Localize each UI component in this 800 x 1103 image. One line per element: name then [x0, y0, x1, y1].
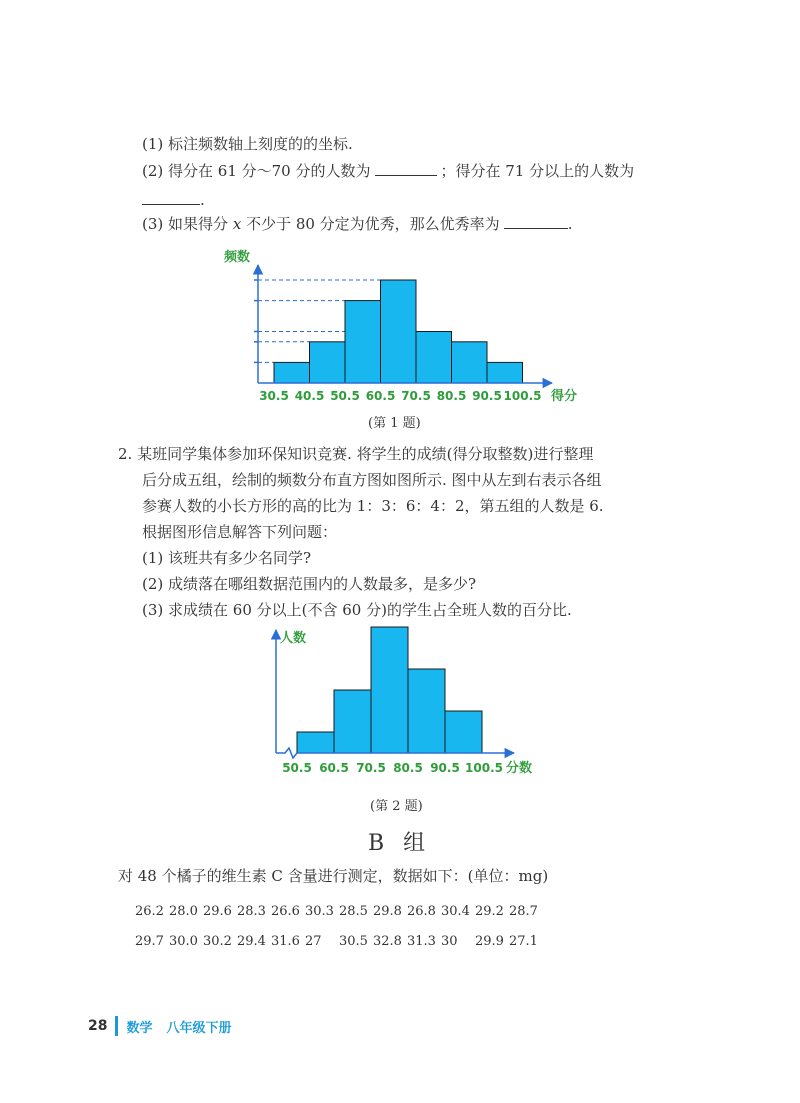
- data-value: 29.2: [475, 904, 504, 919]
- q2-line-2: 后分成五组，绘制的频数分布直方图如图所示. 图中从左到右表示各组: [142, 471, 602, 489]
- q2-caption: (第 2 题): [370, 799, 423, 814]
- x-axis-label: 分数: [506, 761, 533, 776]
- q1-item-3: [142, 214, 572, 234]
- x-tick-label: 80.5: [436, 389, 467, 403]
- answer-blank: [142, 190, 200, 205]
- x-tick-label: 30.5: [259, 389, 289, 403]
- q2-line-1: 2. 某班同学集体参加环保知识竞赛. 将学生的成绩(得分取整数)进行整理: [118, 445, 594, 463]
- data-value: 30.2: [203, 934, 232, 949]
- x-tick-label: 70.5: [401, 389, 431, 403]
- q2-item-2: (2) 成绩落在哪组数据范围内的人数最多，是多少?: [142, 575, 477, 593]
- data-value: 30: [441, 934, 458, 949]
- data-value: 27: [305, 934, 322, 949]
- q1-item-3-text-b: 不少于 80 分定为优秀，那么优秀率为: [246, 215, 500, 233]
- y-axis-label: 人数: [280, 631, 307, 646]
- answer-blank: [375, 161, 437, 176]
- q1-item-2-continued: [142, 190, 205, 210]
- q1-item-2-text-b: ；得分在 71 分以上的人数为: [440, 162, 635, 180]
- histogram-bar: [452, 342, 488, 383]
- page-footer: [88, 1015, 232, 1037]
- x-tick-label: 70.5: [356, 761, 386, 775]
- histogram-bar: [408, 669, 445, 753]
- q1-caption: (第 1 题): [368, 416, 421, 431]
- data-value: 30.0: [169, 934, 198, 949]
- data-value: 30.5: [339, 934, 368, 949]
- histogram-chart-2: [262, 622, 562, 782]
- data-value: 32.8: [373, 934, 402, 949]
- x-tick-label: 80.5: [393, 761, 423, 775]
- q2-line-4: 根据图形信息解答下列问题：: [142, 523, 338, 541]
- histogram-bar: [310, 342, 346, 383]
- x-tick-label: 50.5: [330, 389, 360, 403]
- histogram-bar: [345, 301, 381, 383]
- data-value: 29.8: [373, 904, 402, 919]
- q2-item-3: (3) 求成绩在 60 分以上(不含 60 分)的学生占全班人数的百分比.: [142, 601, 572, 619]
- y-axis-label: 频数: [224, 250, 251, 265]
- data-value: 28.3: [237, 904, 266, 919]
- data-value: 28.7: [509, 904, 538, 919]
- data-value: 30.3: [305, 904, 334, 919]
- histogram-bar: [487, 362, 523, 383]
- x-tick-label: 40.5: [294, 389, 325, 403]
- histogram-bar: [334, 690, 371, 753]
- answer-blank: [504, 214, 568, 229]
- x-tick-label: 60.5: [365, 389, 396, 403]
- q1-item-2-end: .: [200, 191, 205, 209]
- histogram-bar: [445, 711, 482, 753]
- data-value: 29.9: [475, 934, 504, 949]
- data-value: 29.4: [237, 934, 266, 949]
- histogram-bar: [416, 332, 452, 384]
- axis-break-mark: [276, 748, 297, 758]
- q2-item-1: (1) 该班共有多少名同学?: [142, 549, 312, 567]
- data-value: 30.4: [441, 904, 470, 919]
- q1-item-2-text-a: (2) 得分在 61 分～70 分的人数为: [142, 162, 371, 180]
- data-row-1: [135, 904, 543, 919]
- footer-divider: [115, 1016, 118, 1036]
- q1-item-2: [142, 161, 634, 181]
- x-tick-label: 60.5: [319, 761, 349, 775]
- data-value: 31.6: [271, 934, 300, 949]
- section-b-intro: 对 48 个橘子的维生素 C 含量进行测定，数据如下：(单位：mg): [118, 867, 549, 885]
- data-row-2: [135, 934, 543, 949]
- x-tick-label: 90.5: [430, 761, 460, 775]
- page-number: 28: [88, 1018, 108, 1034]
- q1-item-3-text-a: (3) 如果得分: [142, 215, 229, 233]
- histogram-bar: [381, 280, 417, 383]
- book-subject: 数学: [126, 1020, 153, 1036]
- histogram-bar: [371, 627, 408, 753]
- data-value: 28.5: [339, 904, 368, 919]
- q1-item-1: (1) 标注频数轴上刻度的的坐标.: [142, 135, 353, 153]
- data-value: 27.1: [509, 934, 538, 949]
- histogram-bar: [297, 732, 334, 753]
- q1-item-3-end: .: [567, 215, 573, 233]
- section-b-title: B 组: [368, 831, 432, 856]
- x-tick-label: 100.5: [503, 389, 542, 403]
- data-value: 28.0: [169, 904, 198, 919]
- q2-line-3: 参赛人数的小长方形的高的比为 1：3：6：4：2，第五组的人数是 6.: [142, 497, 604, 515]
- data-value: 29.7: [135, 934, 164, 949]
- x-axis-label: 得分: [551, 389, 578, 404]
- data-value: 31.3: [407, 934, 436, 949]
- variable-x: x: [232, 215, 242, 233]
- book-grade: 八年级下册: [166, 1020, 232, 1036]
- histogram-bar: [274, 362, 310, 383]
- x-tick-label: 50.5: [282, 761, 312, 775]
- x-tick-label: 100.5: [465, 761, 503, 775]
- histogram-chart-1: [218, 243, 578, 408]
- data-value: 26.8: [407, 904, 436, 919]
- data-value: 26.2: [135, 904, 164, 919]
- x-tick-label: 90.5: [472, 389, 502, 403]
- data-value: 29.6: [203, 904, 232, 919]
- data-value: 26.6: [271, 904, 300, 919]
